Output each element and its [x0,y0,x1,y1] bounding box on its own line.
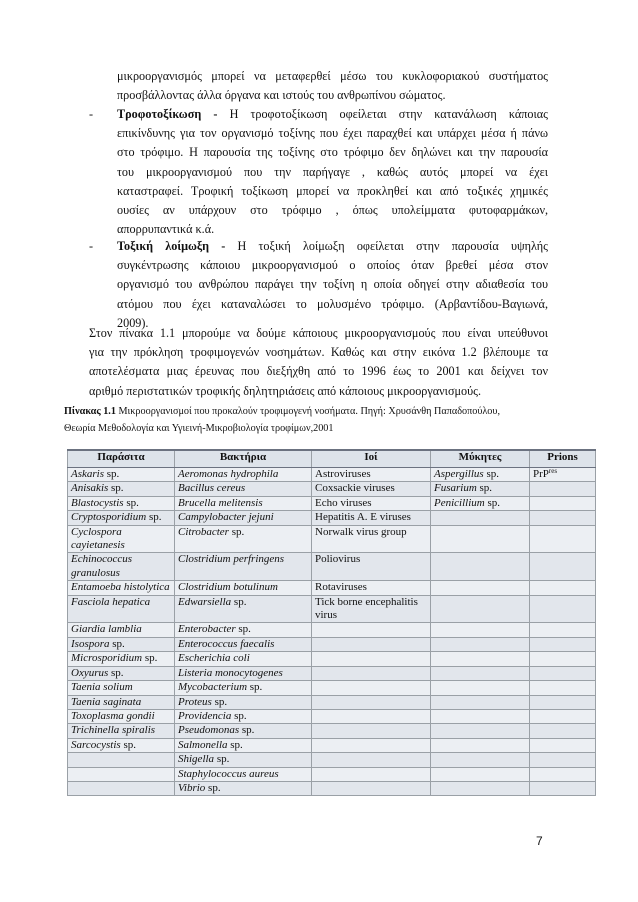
body-line: αριθμό περιστατικών τροφικής δηλητηριάσεις από κάποιους μικροοργανισμούς. [89,383,482,398]
parasite-cell: Blastocystis sp. [68,496,175,510]
table-row [68,753,596,767]
virus-cell [312,738,431,752]
prion-cell [530,681,596,695]
table-row [68,709,596,723]
bullet-line: επικίνδυνης για τον οργανισμό τοξίνης που έχει παραχθεί και υπάρχει μέσα ή πάνω [117,126,548,141]
table-row [68,553,596,581]
parasite-cell [68,767,175,781]
fungi-cell [431,553,530,581]
parasite-cell: Sarcocystis sp. [68,738,175,752]
bacteria-cell: Enterococcus faecalis [175,637,312,651]
virus-cell: Rotaviruses [312,581,431,595]
table-row [68,724,596,738]
bacteria-cell: Pseudomonas sp. [175,724,312,738]
prion-cell [530,724,596,738]
bullet-line: στο τρόφιμο. Η παρουσία της τοξίνης στο τρόφιμο δεν δηλώνει και την παρουσία [117,145,548,160]
parasite-cell: Taenia saginata [68,695,175,709]
table-row [68,496,596,510]
bullet-line: Τοξική λοίμωξη - Η τοξική λοίμωξη οφείλεται στην παρουσία υψηλής [117,239,548,253]
parasite-cell: Echinococcus granulosus [68,553,175,581]
bacteria-cell: Vibrio sp. [175,781,312,795]
prion-superscript: res [548,467,558,475]
parasite-cell [68,753,175,767]
parasite-cell: Cryptosporidium sp. [68,511,175,525]
table-row [68,623,596,637]
header-viruses: Ιοί [312,450,431,468]
table-body [68,468,596,796]
prion-cell [530,525,596,553]
header-parasites: Παράσιτα [68,450,175,468]
table-row [68,581,596,595]
table-row [68,595,596,623]
bacteria-cell: Listeria monocytogenes [175,666,312,680]
virus-cell [312,767,431,781]
fungi-cell [431,738,530,752]
bacteria-cell: Aeromonas hydrophila [175,468,312,482]
header-prions: Prions [530,450,596,468]
fungi-cell [431,709,530,723]
parasite-cell: Entamoeba histolytica [68,581,175,595]
table-row [68,482,596,496]
virus-cell [312,637,431,651]
bacteria-cell: Mycobacterium sp. [175,681,312,695]
prion-cell [530,767,596,781]
table-header-row [68,450,596,468]
prion-cell [530,709,596,723]
prion-cell [530,738,596,752]
fungi-cell: Fusarium sp. [431,482,530,496]
table-row [68,681,596,695]
virus-cell [312,623,431,637]
bullet-marker: - [89,107,94,121]
table-row [68,652,596,666]
fungi-cell [431,623,530,637]
virus-cell [312,753,431,767]
virus-cell [312,724,431,738]
bacteria-cell: Clostridium perfringens [175,553,312,581]
bullet-term: Τοξική λοίμωξη - [117,239,226,253]
fungi-cell [431,581,530,595]
fungi-cell [431,695,530,709]
fungi-cell [431,637,530,651]
bullet-line: συγκέντρωσης κάποιου μικροοργανισμού ο οποίος όταν βρεθεί μέσα στον [117,258,548,273]
microorganisms-table [67,449,596,796]
prion-cell [530,666,596,680]
virus-cell [312,709,431,723]
body-line: για την πρόκληση τροφιμογενών νοσημάτων. Καθώς και στην εικόνα 1.2 βλέπουμε τα [89,345,548,360]
bullet-line: Τροφοτοξίκωση - Η τροφοτοξίκωση οφείλεται στην κατανάλωση κάποιας [117,107,548,121]
bullet-term: Τροφοτοξίκωση - [117,107,218,121]
bullet-line: ατόμου που έχει καταναλώσει το μολυσμένο τρόφιμο. (Αρβαντίδου-Βαγιωνά, [117,296,548,311]
fungi-cell [431,767,530,781]
table-row [68,468,596,482]
caption-text: Θεωρία Μεθοδολογία και Υγιεινή-Μικροβιολογία τροφίμων,2001 [64,423,334,434]
fungi-cell [431,595,530,623]
table-row [68,767,596,781]
bullet-food-intoxication [117,105,548,239]
header-fungi: Μύκητες [431,450,530,468]
prion-cell [530,482,596,496]
virus-cell [312,681,431,695]
bacteria-cell: Clostridium botulinum [175,581,312,595]
bacteria-cell: Edwarsiella sp. [175,595,312,623]
parasite-cell: Anisakis sp. [68,482,175,496]
bullet-line: απορρυπαντικά κ.ά. [117,222,215,237]
virus-cell [312,781,431,795]
virus-cell: Hepatitis A. E viruses [312,511,431,525]
fungi-cell [431,681,530,695]
bacteria-cell: Staphylococcus aureus [175,767,312,781]
parasite-cell: Askaris sp. [68,468,175,482]
fungi-cell [431,666,530,680]
bacteria-cell: Escherichia coli [175,652,312,666]
fungi-cell: Penicillium sp. [431,496,530,510]
bullet-line: του μικροοργανισμού που την παρήγαγε , καθώς αυτός μπορεί να έχει [117,164,548,179]
prion-cell [530,623,596,637]
fungi-cell [431,781,530,795]
fungi-cell [431,753,530,767]
bullet-line: ουσίες αν υπάρχουν στο τρόφιμο , όπως υπολείμματα φυτοφαρμάκων, [117,202,548,217]
caption-text: Μικροοργανισμοί που προκαλούν τροφιμογενή νοσήματα. Πηγή: Χρυσάνθη Παπαδοπούλου, [115,406,500,417]
bacteria-cell: Brucella melitensis [175,496,312,510]
parasite-cell: Oxyurus sp. [68,666,175,680]
prion-cell: PrP$^{res}$ [530,468,596,482]
fungi-cell: Aspergillus sp. [431,468,530,482]
bullet-line: οργανισμό του ανθρώπου παράγει την τοξίνη η οποία οδηγεί στην αδιαθεσία του [117,277,548,292]
table-row [68,511,596,525]
virus-cell: Norwalk virus group [312,525,431,553]
body-paragraph [89,324,548,401]
virus-cell [312,695,431,709]
prion-cell [530,652,596,666]
prion-cell [530,595,596,623]
header-bacteria: Βακτήρια [175,450,312,468]
prion-cell [530,753,596,767]
table-row [68,525,596,553]
bacteria-cell: Shigella sp. [175,753,312,767]
fungi-cell [431,525,530,553]
prion-cell [530,496,596,510]
bacteria-cell: Providencia sp. [175,709,312,723]
table-row [68,738,596,752]
parasite-cell: Isospora sp. [68,637,175,651]
fungi-cell [431,724,530,738]
prion-cell [530,511,596,525]
prion-cell [530,581,596,595]
bacteria-cell: Enterobacter sp. [175,623,312,637]
bullet-line: 2009). [117,315,149,330]
bacteria-cell: Campylobacter jejuni [175,511,312,525]
fungi-cell [431,511,530,525]
parasite-cell: Giardia lamblia [68,623,175,637]
caption-label: Πίνακας 1.1 [64,406,116,417]
parasite-cell: Taenia solium [68,681,175,695]
virus-cell: Tick borne encephalitis virus [312,595,431,623]
virus-cell [312,652,431,666]
page-number: 7 [536,834,543,848]
table-row [68,781,596,795]
parasite-cell [68,781,175,795]
bacteria-cell: Citrobacter sp. [175,525,312,553]
virus-cell: Poliovirus [312,553,431,581]
table-row [68,695,596,709]
bacteria-cell: Salmonella sp. [175,738,312,752]
parasite-cell: Microsporidium sp. [68,652,175,666]
table-caption [64,403,584,437]
prion-cell [530,781,596,795]
table-row [68,666,596,680]
bullet-line: καταστραφεί. Τροφική τοξίκωση μπορεί να προκληθεί και από τοξικές χημικές [117,183,548,198]
virus-cell: Echo viruses [312,496,431,510]
intro-line: μικροοργανισμός μπορεί να μεταφερθεί μέσω του κυκλοφοριακού συστήματος [117,69,548,83]
bullet-toxic-infection [117,237,548,333]
body-line: Στον πίνακα 1.1 μπορούμε να δούμε κάποιους μικροοργανισμούς που είναι υπεύθυνοι [89,326,548,340]
table-row [68,637,596,651]
intro-line: προσβάλλοντας άλλα όργανα και ιστούς του ανθρωπίνου σώματος. [117,88,446,103]
virus-cell: Astroviruses [312,468,431,482]
parasite-cell: Cyclospora cayietanesis [68,525,175,553]
bacteria-cell: Bacillus cereus [175,482,312,496]
parasite-cell: Toxoplasma gondii [68,709,175,723]
parasite-cell: Fasciola hepatica [68,595,175,623]
body-line: αποτελέσματα μιας έρευνας που διεξήχθη από το 1996 έως το 2001 και δείχνει τον [89,364,548,379]
fungi-cell [431,652,530,666]
prion-cell [530,637,596,651]
virus-cell: Coxsackie viruses [312,482,431,496]
bacteria-cell: Proteus sp. [175,695,312,709]
parasite-cell: Trichinella spiralis [68,724,175,738]
intro-paragraph [89,67,548,105]
prion-cell [530,553,596,581]
prion-cell [530,695,596,709]
virus-cell [312,666,431,680]
bullet-marker: - [89,239,94,253]
